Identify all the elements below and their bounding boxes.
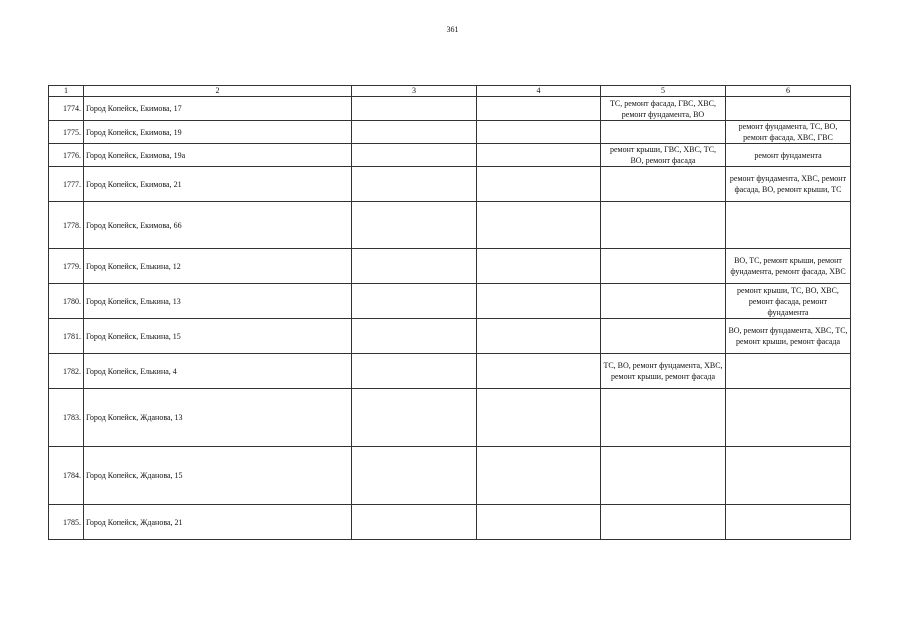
row-col-6: ремонт фундамента, ТС, ВО, ремонт фасада, ХВС, ГВС [726,121,851,144]
row-col-4 [477,167,601,202]
row-address: Город Копейск, Елькина, 4 [84,354,352,389]
row-col-3 [352,505,477,540]
table-row [49,447,851,505]
row-col-3 [352,121,477,144]
row-col-3 [352,249,477,284]
row-col-4 [477,121,601,144]
row-number: 1777. [49,167,84,202]
row-address: Город Копейск, Жданова, 13 [84,389,352,447]
row-number: 1779. [49,249,84,284]
row-address: Город Копейск, Екимова, 19 [84,121,352,144]
row-col-6 [726,97,851,121]
row-col-4 [477,284,601,319]
row-address: Город Копейск, Елькина, 13 [84,284,352,319]
row-col-5: ремонт крыши, ГВС, ХВС, ТС, ВО, ремонт фасада [601,144,726,167]
row-col-5: ТС, ремонт фасада, ГВС, ХВС, ремонт фундамента, ВО [601,97,726,121]
row-col-3 [352,447,477,505]
row-col-5: ТС, ВО, ремонт фундамента, ХВС, ремонт крыши, ремонт фасада [601,354,726,389]
buildings-table [48,85,851,540]
row-number: 1776. [49,144,84,167]
row-col-4 [477,389,601,447]
table-row [49,354,851,389]
row-col-4 [477,319,601,354]
row-col-6 [726,202,851,249]
column-header: 1 [49,86,84,97]
row-address: Город Копейск, Екимова, 21 [84,167,352,202]
row-number: 1782. [49,354,84,389]
row-address: Город Копейск, Жданова, 15 [84,447,352,505]
row-number: 1775. [49,121,84,144]
row-col-3 [352,284,477,319]
row-number: 1783. [49,389,84,447]
table-row [49,389,851,447]
table-row [49,319,851,354]
row-col-5 [601,202,726,249]
table-row [49,144,851,167]
column-header: 6 [726,86,851,97]
column-header: 5 [601,86,726,97]
table-row [49,167,851,202]
row-address: Город Копейск, Екимова, 66 [84,202,352,249]
row-col-5 [601,505,726,540]
row-address: Город Копейск, Екимова, 17 [84,97,352,121]
row-number: 1781. [49,319,84,354]
row-col-5 [601,121,726,144]
row-col-6: ВО, ремонт фундамента, ХВС, ТС, ремонт крыши, ремонт фасада [726,319,851,354]
row-col-5 [601,319,726,354]
row-col-5 [601,389,726,447]
table-row [49,202,851,249]
row-col-5 [601,284,726,319]
row-address: Город Копейск, Елькина, 15 [84,319,352,354]
row-col-3 [352,167,477,202]
row-address: Город Копейск, Екимова, 19а [84,144,352,167]
row-col-4 [477,354,601,389]
row-col-3 [352,202,477,249]
row-col-5 [601,447,726,505]
row-number: 1780. [49,284,84,319]
table-row [49,505,851,540]
row-col-4 [477,144,601,167]
row-col-3 [352,319,477,354]
row-col-6: ВО, ТС, ремонт крыши, ремонт фундамента, ремонт фасада, ХВС [726,249,851,284]
row-col-4 [477,505,601,540]
table-row [49,249,851,284]
row-col-5 [601,167,726,202]
row-number: 1784. [49,447,84,505]
row-address: Город Копейск, Елькина, 12 [84,249,352,284]
row-col-4 [477,202,601,249]
row-col-4 [477,249,601,284]
row-col-4 [477,447,601,505]
row-col-3 [352,389,477,447]
row-col-6 [726,354,851,389]
table-row [49,284,851,319]
table-header-row [49,86,851,97]
table-row [49,97,851,121]
row-col-6: ремонт фундамента [726,144,851,167]
row-col-6: ремонт крыши, ТС, ВО, ХВС, ремонт фасада, ремонт фундамента [726,284,851,319]
row-col-6: ремонт фундамента, ХВС, ремонт фасада, ВО, ремонт крыши, ТС [726,167,851,202]
row-col-3 [352,144,477,167]
row-col-4 [477,97,601,121]
row-number: 1774. [49,97,84,121]
table-row [49,121,851,144]
row-col-3 [352,354,477,389]
row-number: 1785. [49,505,84,540]
column-header: 2 [84,86,352,97]
row-address: Город Копейск, Жданова, 21 [84,505,352,540]
row-col-6 [726,447,851,505]
page-number: 361 [446,25,459,34]
column-header: 3 [352,86,477,97]
row-col-6 [726,389,851,447]
column-header: 4 [477,86,601,97]
row-col-3 [352,97,477,121]
row-number: 1778. [49,202,84,249]
row-col-6 [726,505,851,540]
row-col-5 [601,249,726,284]
